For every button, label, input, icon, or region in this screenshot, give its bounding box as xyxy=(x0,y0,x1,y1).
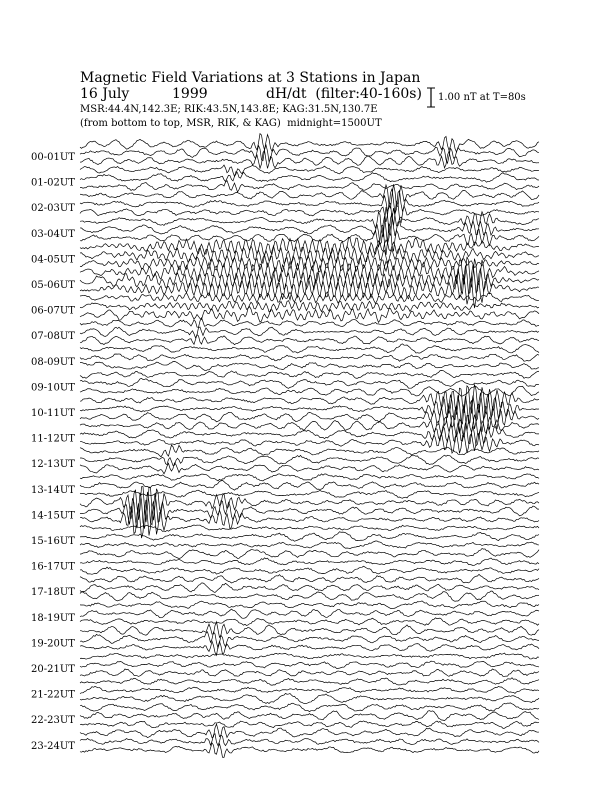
waveform-trace xyxy=(80,703,539,712)
waveform-trace xyxy=(80,246,539,265)
waveform-trace xyxy=(80,378,539,388)
waveform-trace xyxy=(80,609,539,618)
hour-label: 03-04UT xyxy=(31,228,75,240)
date-text: 16 July xyxy=(80,86,130,102)
waveform-trace xyxy=(80,181,539,192)
hour-label: 07-08UT xyxy=(31,331,75,343)
chart-title: Magnetic Field Variations at 3 Stations in Japan xyxy=(80,70,421,86)
hour-label: 10-11UT xyxy=(31,408,75,419)
waveform-trace xyxy=(80,189,539,214)
waveform-trace xyxy=(80,566,539,574)
waveform-trace xyxy=(80,301,539,312)
hour-label: 02-03UT xyxy=(31,203,75,215)
quantity-text: dH/dt xyxy=(266,86,307,102)
hour-label: 19-20UT xyxy=(31,638,75,650)
waveform-trace xyxy=(80,463,539,474)
waveform-trace xyxy=(80,678,539,686)
waveform-trace xyxy=(80,558,539,566)
year-text: 1999 xyxy=(172,86,208,102)
waveform-trace xyxy=(80,541,539,549)
waveform-trace xyxy=(80,622,539,638)
waveform-trace xyxy=(80,721,539,728)
waveform-trace xyxy=(80,172,539,183)
hour-label: 17-18UT xyxy=(31,587,75,599)
hour-label: 13-14UT xyxy=(31,484,75,496)
hour-label: 23-24UT xyxy=(31,740,75,752)
hour-label: 01-02UT xyxy=(31,177,75,189)
waveform-trace xyxy=(80,184,539,208)
waveform-trace xyxy=(80,134,539,152)
waveform-trace xyxy=(80,354,539,361)
midnight-note: midnight=1500UT xyxy=(287,118,382,129)
waveform-trace xyxy=(80,455,539,465)
waveform-trace xyxy=(80,641,539,655)
waveform-trace xyxy=(80,549,539,559)
hour-label: 08-09UT xyxy=(31,356,75,368)
hour-label: 15-16UT xyxy=(31,536,75,547)
waveform-trace xyxy=(80,724,539,738)
waveform-trace xyxy=(80,583,539,593)
waveform-trace xyxy=(80,150,539,168)
hour-label: 21-22UT xyxy=(31,689,75,701)
waveform-trace xyxy=(80,601,539,609)
waveform-trace xyxy=(80,574,539,583)
scale-label: 1.00 nT at T=80s xyxy=(438,92,526,103)
waveform-trace xyxy=(80,327,539,338)
hour-label: 18-19UT xyxy=(31,612,75,624)
waveform-trace xyxy=(80,492,539,529)
hour-label: 22-23UT xyxy=(31,715,75,727)
waveform-trace xyxy=(80,254,539,272)
waveform-trace xyxy=(80,361,539,370)
order-note: (from bottom to top, MSR, RIK, & KAG) xyxy=(80,118,281,129)
waveform-trace xyxy=(80,591,539,601)
hour-label: 09-10UT xyxy=(31,382,75,394)
waveform-trace xyxy=(80,686,539,693)
waveform-trace xyxy=(80,711,539,721)
waveform-trace xyxy=(80,618,539,626)
filter-text: (filter:40-160s) xyxy=(315,86,422,102)
stations-text: MSR:44.4N,142.3E; RIK:43.5N,143.8E; KAG:31.5N,130.7E xyxy=(80,104,378,115)
waveform-trace xyxy=(80,500,539,538)
hour-label: 05-06UT xyxy=(31,280,75,291)
waveform-trace xyxy=(80,318,539,327)
waveform-trace xyxy=(80,344,539,353)
waveform-trace xyxy=(80,213,539,244)
waveform-trace xyxy=(80,335,539,345)
waveform-trace xyxy=(80,653,539,659)
hour-label: 16-17UT xyxy=(31,561,75,573)
waveform-trace xyxy=(80,632,539,648)
waveform-trace xyxy=(80,661,539,668)
waveform-trace xyxy=(80,474,539,481)
waveform-trace xyxy=(80,743,539,758)
hour-label: 04-05UT xyxy=(31,254,75,266)
hour-label: 11-12UT xyxy=(31,433,75,445)
waveform-trace xyxy=(80,386,539,396)
hour-label: 14-15UT xyxy=(31,510,75,522)
waveform-trace xyxy=(80,734,539,746)
waveform-trace xyxy=(80,693,539,703)
hour-label: 06-07UT xyxy=(31,305,75,317)
waveform-trace xyxy=(80,445,539,457)
waveform-trace xyxy=(80,370,539,378)
waveform-trace xyxy=(80,669,539,676)
hour-label: 20-21UT xyxy=(31,664,75,675)
hour-label: 00-01UT xyxy=(31,152,75,163)
waveform-trace xyxy=(80,165,539,176)
hour-label: 12-13UT xyxy=(31,459,75,471)
